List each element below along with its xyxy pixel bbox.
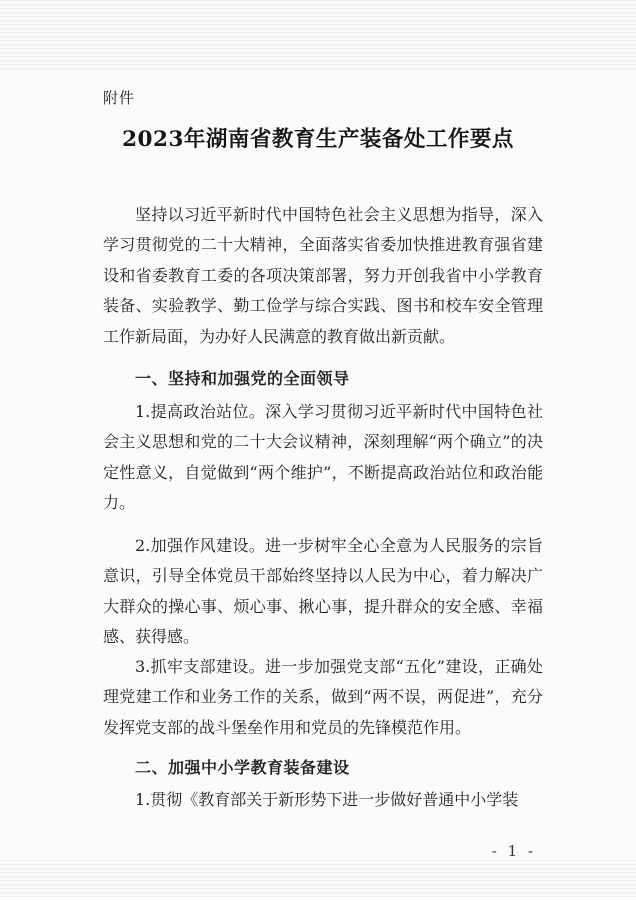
section-2-item-1-block [103, 785, 543, 815]
scan-texture-top [0, 0, 636, 70]
scan-texture-bottom [0, 860, 636, 900]
section-1-item-3: 3.抓牢支部建设。进一步加强党支部“五化”建设，正确处理党建工作和业务工作的关系，做到“两不误，两促进”，充分发挥党支部的战斗堡垒作用和党员的先锋模范作用。 [103, 657, 543, 737]
section-1-item-2: 2.加强作风建设。进一步树牢全心全意为人民服务的宗旨意识，引导全体党员干部始终坚持以人民为中心，着力解决广大群众的操心事、烦心事、揪心事，提升群众的安全感、幸福感、获得感。 [103, 536, 543, 647]
section-2-heading: 二、加强中小学教育装备建设 [135, 758, 350, 777]
document-title: 2023年湖南省教育生产装备处工作要点 [122, 127, 514, 152]
section-1-item-3-block [103, 652, 543, 743]
attachment-label: 附件 [103, 89, 136, 107]
section-1-item-2-block [103, 531, 543, 653]
page-number: - 1 - [491, 842, 536, 860]
section-1-item-1-block [103, 397, 543, 519]
intro-paragraph: 坚持以习近平新时代中国特色社会主义思想为指导，深入学习贯彻党的二十大精神，全面落实省委加快推进教育强省建设和省委教育工委的各项决策部署，努力开创我省中小学教育装备、实验教学、勤工俭学与综合实践、图书和校车安全管理工作新局面，为办好人民满意的教育做出新贡献。 [103, 205, 543, 346]
intro-paragraph-block [103, 200, 543, 352]
section-2-item-1: 1.贯彻《教育部关于新形势下进一步做好普通中小学装 [135, 790, 519, 809]
section-1-item-1: 1.提高政治站位。深入学习贯彻习近平新时代中国特色社会主义思想和党的二十大会议精神，深刻理解“两个确立”的决定性意义，自觉做到“两个维护”，不断提高政治站位和政治能力。 [103, 402, 543, 513]
section-1-heading: 一、坚持和加强党的全面领导 [135, 369, 350, 388]
